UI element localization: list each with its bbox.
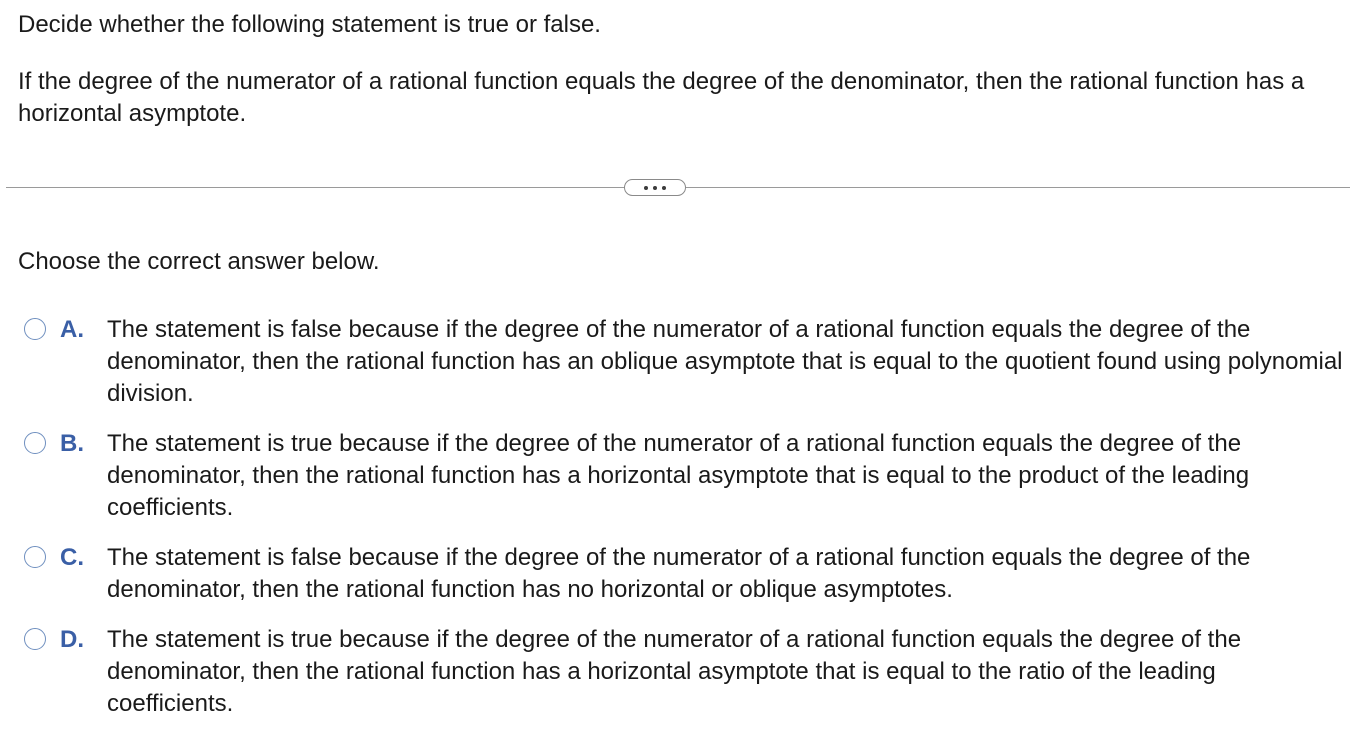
instruction-text: Decide whether the following statement is true or false. (18, 11, 601, 38)
question-statement: If the degree of the numerator of a rational function equals the degree of the denominator, then the rational function has a horizontal asymptote. (18, 68, 1305, 127)
radio-button-d[interactable] (24, 628, 46, 650)
answer-prompt: Choose the correct answer below. (18, 248, 380, 275)
radio-button-b[interactable] (24, 432, 46, 454)
radio-button-c[interactable] (24, 546, 46, 568)
radio-button-a[interactable] (24, 318, 46, 340)
choice-a-text: The statement is false because if the degree of the numerator of a rational function equals the degree of the denominator, then the rational function has an oblique asymptote that is equal to the quotient found using polynomial division. (107, 316, 1343, 407)
expand-button[interactable] (624, 179, 686, 196)
choice-d-letter: D. (60, 626, 84, 653)
choice-c-text: The statement is false because if the degree of the numerator of a rational function equals the degree of the denominator, then the rational function has no horizontal or oblique asymptotes. (107, 544, 1251, 603)
choice-c-letter: C. (60, 544, 84, 571)
choice-a-letter: A. (60, 316, 84, 343)
choice-d-text: The statement is true because if the degree of the numerator of a rational function equals the degree of the denominator, then the rational function has a horizontal asymptote that is equal to the ratio of the leading coefficients. (107, 626, 1242, 717)
choice-b-text: The statement is true because if the degree of the numerator of a rational function equals the degree of the denominator, then the rational function has a horizontal asymptote that is equal to the product of the leading coefficients. (107, 430, 1250, 521)
choice-b-letter: B. (60, 430, 84, 457)
more-dots-icon (644, 186, 666, 190)
